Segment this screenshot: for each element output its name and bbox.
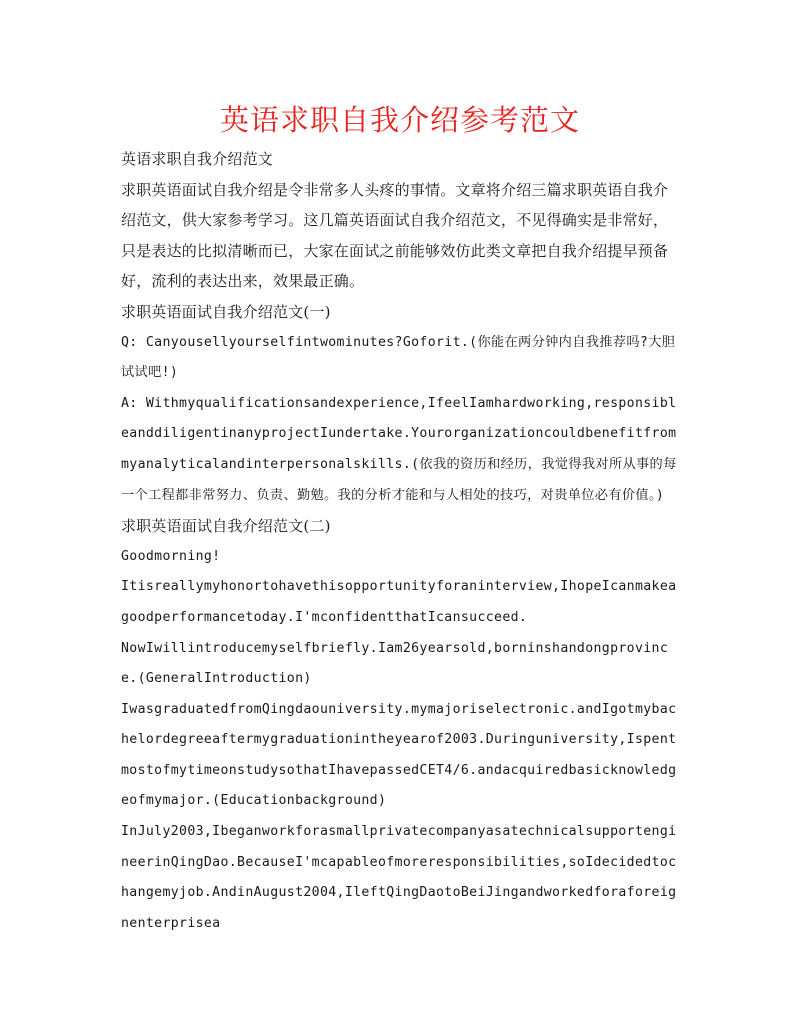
document-title: 英语求职自我介绍参考范文 (219, 103, 580, 137)
paragraph-general-introduction: NowIwillintroducemyselfbriefly.Iam26yearsold,borninshandongprovince.(GeneralIntroduction) (121, 640, 669, 687)
document-body (121, 144, 681, 939)
paragraph-education: IwasgraduatedfromQingdaouniversity.mymajoriselectronic.andIgotmybachelordegreeaftermygraduationintheyearof2003.Duringuniversity,IspentmostofmytimeonstudysothatIhavepassedCET4/6.andacquiredbasicknowledgeofmymajor.(Educationbackground) (121, 701, 677, 809)
paragraph-intro: 求职英语面试自我介绍是令非常多人头疼的事情。文章将介绍三篇求职英语自我介绍范文，供大家参考学习。这几篇英语面试自我介绍范文，不见得确实是非常好，只是表达的比拟清晰而已，大家在面试之前能够效仿此类文章把自我介绍提早预备好，流利的表达出来，效果最正确。 (121, 180, 669, 291)
paragraph-answer: A: Withmyqualificationsandexperience,IfeelIamhardworking,responsibleanddiligentinanyprojectIundertake.Yourorganizationcouldbenefitfrommyanalyticalandinterpersonalskills.(依我的资历和经历，我觉得我对所从事的每一个工程都非常努力、负责、勤勉。我的分析才能和与人相处的技巧，对贵单位必有价值。) (121, 395, 677, 503)
paragraph-work-experience: InJuly2003,IbeganworkforasmallprivatecompanyasatechnicalsupportengineerinQingDao.BecauseI'mcapableofmoreresponsibilities,soIdecidedtochangemyjob.AndinAugust2004,IleftQingDaotoBeiJingandworkedforaforeignenterprisea (121, 824, 677, 931)
section-heading-1: 求职英语面试自我介绍范文(一) (121, 302, 331, 321)
paragraph-subtitle: 英语求职自我介绍范文 (121, 150, 274, 168)
paragraph-question: Q: Canyousellyourselfintwominutes?Goforit.(你能在两分钟内自我推荐吗?大胆试试吧!) (121, 334, 676, 381)
section-heading-2: 求职英语面试自我介绍范文(二) (121, 517, 331, 536)
paragraph-greeting: Goodmorning! (121, 548, 221, 564)
paragraph-opening: Itisreallymyhonortohavethisopportunityforaninterview,IhopeIcanmakeagoodperformancetoday.I'mconfidentthatIcansucceed. (121, 579, 677, 625)
